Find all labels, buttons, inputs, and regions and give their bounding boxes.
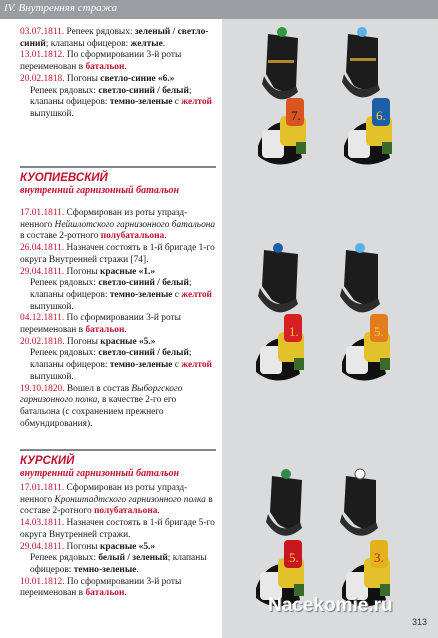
shako-right: [340, 243, 380, 312]
kuopio-section-header: [20, 166, 216, 197]
kuopio-entry-5: 20.02.1818. Погоны красные «5.»: [20, 336, 156, 347]
uniform-illustration-3: [228, 466, 434, 616]
chapter-header-bar: [0, 0, 438, 19]
strap-number-left: 1.: [289, 324, 299, 339]
pompom-green: [277, 27, 287, 37]
intro-entry-2: 13.01.1812. По сформировании 3-й роты переименован в батальон.: [20, 50, 182, 73]
collar-right: [344, 98, 392, 165]
shako-left: [258, 243, 298, 312]
pompom-white: [355, 469, 365, 479]
strap-number-right: 5.: [374, 324, 384, 339]
kursk-subtitle: внутренний гарнизонный батальон: [20, 468, 180, 479]
strap-number-right: 6.: [376, 108, 386, 123]
kuopio-entry-6: 19.10.1820. Вошел в состав Выборгского гарнизонного полка, в качестве 2-го его батальона (с сохранением прежнего обмундирования).: [20, 383, 183, 429]
strap-number-left: 5.: [289, 550, 299, 565]
kuopio-entry-2: 26.04.1811. Назначен состоять в 1-й бригаде 1-го округа Внутренней стражи [74].: [20, 243, 215, 265]
kursk-section-header: [20, 449, 216, 480]
section-divider: [20, 166, 216, 168]
kuopio-title: КУОПИЕВСКИЙ: [20, 172, 108, 184]
collar-right: [342, 314, 390, 381]
page-number: 313: [412, 617, 428, 627]
section-divider: [20, 449, 216, 451]
kursk-block: [20, 483, 216, 600]
uniform-illustration-1: [228, 26, 434, 176]
shako-right: [342, 27, 380, 97]
shako-left: [262, 27, 298, 99]
kuopio-entry-3-detail: Репеек рядовых: светло-синий / белый; клапаны офицеров: темно-зеленые с желтой выпушкой.: [30, 278, 212, 312]
kuopio-entry-5-detail: Репеек рядовых: светло-синий / белый; клапаны офицеров: темно-зеленые с желтой выпушкой.: [30, 348, 212, 382]
kuopio-entry-3: 29.04.1811. Погоны красные «1.»: [20, 266, 156, 277]
kursk-entry-3: 29.04.1811. Погоны красные «5.»: [20, 541, 156, 552]
intro-entry-3-detail: Репеек рядовых: светло-синий / белый; клапаны офицеров: темно-зеленые с желтой выпушкой.: [30, 85, 212, 119]
kuopio-block: [20, 208, 216, 430]
intro-entry-3: 20.02.1818. Погоны светло-синие «6.»: [20, 73, 175, 84]
kursk-entry-4: 10.01.1812. По сформировании 3-й роты переименован в батальон.: [20, 576, 182, 599]
pompom-lightblue: [355, 243, 365, 253]
pompom-blue: [273, 243, 283, 253]
kuopio-subtitle: внутренний гарнизонный батальон: [20, 185, 180, 196]
collar-left: [256, 314, 304, 381]
kursk-entry-1: 17.01.1811. Сформирован из роты упраздненного Кронштадтского гарнизонного полка в составе 2-ротного полубатальона.: [20, 483, 213, 517]
kursk-entry-3-detail: Репеек рядовых: белый / зеленый; клапаны офицеров: темно-зеленые.: [30, 553, 207, 575]
collar-left: [258, 98, 306, 165]
chapter-title: IV. Внутренняя стража: [4, 2, 118, 14]
pompom-blue: [357, 27, 367, 37]
strap-number-right: 3.: [374, 550, 384, 565]
strap-number-left: 7.: [291, 108, 301, 123]
intro-entry-1: 03.07.1811. Репеек рядовых: зеленый / светло-синий; клапаны офицеров: желтые.: [20, 27, 209, 49]
shako-left: [266, 469, 302, 536]
kursk-entry-2: 14.03.1811. Назначен состоять в 1-й бригаде 5-го округа Внутренней стражи.: [20, 518, 215, 540]
kuopio-entry-4: 04.12.1811. По сформировании 3-й роты переименован в батальон.: [20, 313, 181, 336]
kursk-title: КУРСКИЙ: [20, 455, 75, 467]
shako-right: [340, 469, 378, 536]
watermark: Nacekomie.ru: [268, 595, 393, 616]
uniform-illustration-2: [228, 240, 434, 390]
kuopio-entry-1: 17.01.1811. Сформирован из роты упраздненного Нейшлотского гарнизонного батальона в составе 2-ротного полубатальона.: [20, 208, 216, 242]
pompom-green: [281, 469, 291, 479]
intro-block: [20, 27, 216, 121]
